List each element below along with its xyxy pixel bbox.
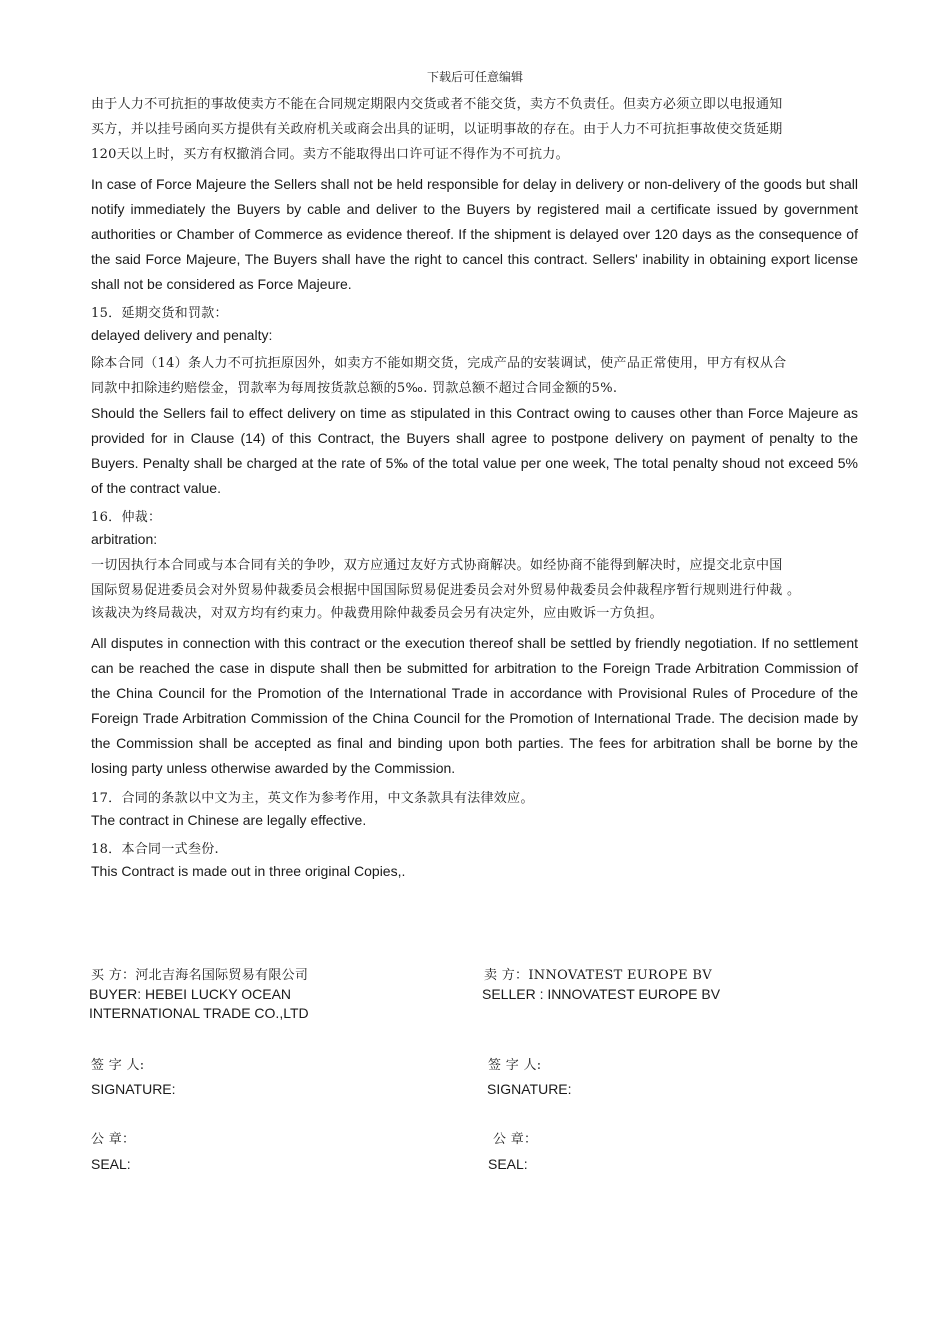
page-header: 下载后可任意编辑 — [426, 70, 523, 84]
clause-17-en: The contract in Chinese are legally effective. — [91, 812, 367, 828]
force-majeure-en: In case of Force Majeure the Sellers shall not be held responsible for delay in delivery or non-delivery of the goods but shall notify immediately the Buyers by cable and deliver to the Buyers by registered mail a certificate issued by government authorities or Chamber of Commerce as evidence thereof. If the shipment is delayed over 120 days as the consequence of the said Force Majeure, The Buyers shall have the right to cancel this contract. Sellers' inability in obtaining export license shall not be considered as Force Majeure. — [91, 176, 858, 292]
clause-16-en: All disputes in connection with this contract or the execution thereof shall be settled by friendly negotiation. If no settlement can be reached the case in dispute shall then be submitted for arbitration to the Foreign Trade Arbitration Commission of the China Council for the Promotion of the International Trade in accordance with Provisional Rules of Procedure of the Foreign Trade Arbitration Commission of the China Council for the Promotion of International Trade. The decision made by the Commission shall be accepted as final and binding upon both parties. The fees for arbitration shall be borne by the losing party unless otherwise awarded by the Commission. — [91, 635, 858, 776]
seller-seal-label: SEAL: — [488, 1156, 528, 1172]
clause-15-cn-line: 同款中扣除违约赔偿金，罚款率为每周按货款总额的5‰. 罚款总额不超过合同金额的5%. — [91, 381, 618, 396]
clause-16-cn-line: 该裁决为终局裁决，对双方均有约束力。仲裁费用除仲裁委员会另有决定外，应由败诉一方负担。 — [91, 606, 663, 621]
clause-17-cn: 17．合同的条款以中文为主，英文作为参考作用，中文条款具有法律效应。 — [91, 791, 534, 806]
clause-15-cn — [91, 351, 858, 401]
force-majeure-cn-line: 120天以上时，买方有权撤消合同。卖方不能取得出口许可证不得作为不可抗力。 — [91, 147, 569, 162]
buyer-name-cn: 买 方：河北吉海名国际贸易有限公司 — [91, 968, 309, 983]
force-majeure-cn-line: 由于人力不可抗拒的事故使卖方不能在合同规定期限内交货或者不能交货，卖方不负责任。但卖方必须立即以电报通知 — [91, 97, 783, 112]
clause-16-cn-line: 一切因执行本合同或与本合同有关的争吵，双方应通过友好方式协商解决。如经协商不能得到解决时，应提交北京中国 — [91, 558, 783, 573]
buyer-seal-label: SEAL: — [91, 1156, 131, 1172]
clause-16-heading-cn: 16．仲裁： — [91, 510, 162, 525]
clause-15-en: Should the Sellers fail to effect delivery on time as stipulated in this Contract owing to causes other than Force Majeure as provided for in Clause (14) of this Contract, the Buyers shall agree to postpone delivery on payment of penalty to the Buyers. Penalty shall be charged at the rate of 5‰ of the total value per one week, The total penalty shoud not exceed 5% of the contract value. — [91, 405, 858, 496]
seller-signer-cn: 签 字 人: — [488, 1058, 542, 1073]
seller-seal-cn: 公 章： — [493, 1132, 538, 1147]
clause-16-heading-en: arbitration: — [91, 531, 158, 547]
buyer-signer-cn: 签 字 人: — [91, 1058, 145, 1073]
force-majeure-cn-line: 买方，并以挂号函向买方提供有关政府机关或商会出具的证明，以证明事故的存在。由于人力不可抗拒事故使交货延期 — [91, 122, 783, 137]
buyer-seal-cn: 公 章： — [91, 1132, 136, 1147]
clause-18-cn: 18．本合同一式叁份. — [91, 842, 219, 857]
clause-15-heading-en: delayed delivery and penalty: — [91, 327, 273, 343]
clause-18-en: This Contract is made out in three original Copies,. — [91, 863, 406, 879]
seller-name-cn: 卖 方：INNOVATEST EUROPE BV — [484, 968, 712, 983]
clause-16-cn — [91, 553, 858, 625]
seller-signature-label: SIGNATURE: — [487, 1081, 572, 1097]
clause-15-heading-cn: 15．延期交货和罚款： — [91, 306, 228, 321]
force-majeure-cn — [91, 92, 858, 167]
seller-name-en: SELLER : INNOVATEST EUROPE BV — [482, 986, 721, 1002]
buyer-signature-label: SIGNATURE: — [91, 1081, 176, 1097]
clause-16-cn-line: 国际贸易促进委员会对外贸易仲裁委员会根据中国国际贸易促进委员会对外贸易仲裁委员会仲裁程序暂行规则进行仲裁 。 — [91, 583, 801, 598]
clause-15-cn-line: 除本合同（14）条人力不可抗拒原因外，如卖方不能如期交货，完成产品的安装调试，使产品正常使用，甲方有权从合 — [91, 356, 787, 371]
buyer-name-en-line1: BUYER: HEBEI LUCKY OCEAN — [89, 986, 292, 1002]
buyer-name-en-line2: INTERNATIONAL TRADE CO.,LTD — [89, 1005, 309, 1021]
